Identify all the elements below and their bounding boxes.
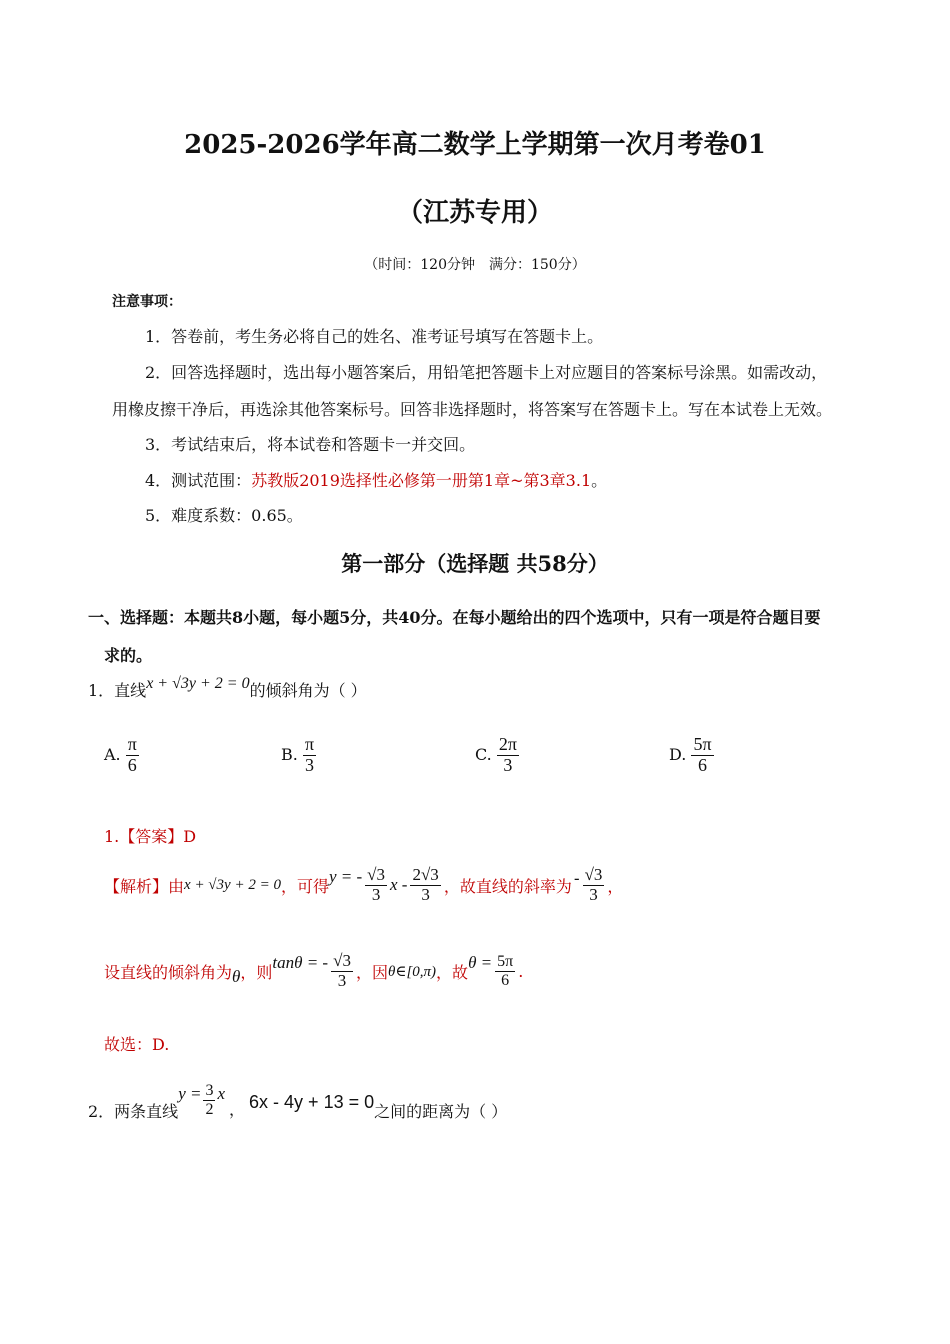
analysis-equation: x + √3y + 2 = 0 xyxy=(184,876,281,893)
page-title: 2025-2026学年高二数学上学期第一次月考卷01 xyxy=(184,130,766,160)
option-a-fraction: $\frac{\pi}{6}$ xyxy=(127,734,137,775)
analysis-y: y = - xyxy=(328,867,363,886)
q1-analysis-line2 xyxy=(104,942,523,1000)
section-instruction-line2: 求的。 xyxy=(104,646,153,665)
analysis-b-text4: ，故 xyxy=(436,962,469,982)
analysis-text-kede: ，可得 xyxy=(280,876,329,896)
analysis-b-text2: ，则 xyxy=(240,962,273,982)
analysis-text-you: 由 xyxy=(168,876,185,896)
q2-number: 2．两条直线 xyxy=(88,1101,179,1121)
analysis-b-eq: θ = xyxy=(468,953,493,972)
test-range: 苏教版2019选择性必修第一册第1章~第3章3.1 xyxy=(251,471,592,490)
q1-tail: 的倾斜角为（ ） xyxy=(249,681,367,700)
analysis-b-dot: . xyxy=(518,961,524,981)
option-b-label: B. xyxy=(281,744,298,764)
q2-eq2: 6x - 4y + 13 = 0 xyxy=(249,1091,375,1112)
analysis-slope-text: ，故直线的斜率为 xyxy=(443,876,572,896)
q2-eq1-x: x xyxy=(217,1084,226,1103)
analysis-frac-1: $\frac{√3}{3}$ xyxy=(367,864,385,904)
part1-heading: 第一部分（选择题 共58分） xyxy=(341,551,609,576)
q1-option-b[interactable] xyxy=(281,735,316,776)
exam-meta: （时间：120分钟 满分：150分） xyxy=(364,257,586,273)
q1-option-c[interactable] xyxy=(475,735,519,776)
page-subtitle: （江苏专用） xyxy=(396,198,553,228)
q2-tail: 之间的距离为（ ） xyxy=(374,1101,508,1121)
analysis-b-range: θ∈[0,π) xyxy=(387,963,437,980)
analysis-b-frac: $\frac{√3}{3}$ xyxy=(333,950,351,990)
note-item-4-prefix: 4．测试范围： xyxy=(145,471,252,490)
analysis-b-theta: θ xyxy=(232,967,241,986)
question-2-stem xyxy=(88,1074,507,1126)
analysis-minus: - xyxy=(573,869,580,889)
q1-number: 1．直线 xyxy=(88,681,147,700)
analysis-frac-2: $\frac{2√3}{3}$ xyxy=(412,864,439,904)
q1-option-a[interactable] xyxy=(104,735,139,776)
section-instruction-line1: 一、选择题：本题共8小题，每小题5分，共40分。在每小题给出的四个选项中，只有一项是符合题目要 xyxy=(88,608,821,627)
analysis-b-text1: 设直线的倾斜角为 xyxy=(104,962,233,982)
notes-heading: 注意事项： xyxy=(112,294,182,310)
analysis-x: x - xyxy=(390,875,408,894)
note-item-5: 5．难度系数：0.65。 xyxy=(145,506,303,525)
analysis-comma: ， xyxy=(607,876,624,896)
q2-eq1-lhs: y = xyxy=(178,1084,202,1103)
option-a-label: A. xyxy=(104,744,121,764)
analysis-b-tan: tanθ = - xyxy=(272,953,329,972)
note-item-1: 1．答卷前，考生务必将自己的姓名、准考证号填写在答题卡上。 xyxy=(145,327,604,346)
note-item-3: 3．考试结束后，将本试卷和答题卡一并交回。 xyxy=(145,435,476,454)
analysis-frac-3: $\frac{√3}{3}$ xyxy=(584,864,603,904)
option-b-fraction: $\frac{\pi}{3}$ xyxy=(304,734,315,775)
option-d-fraction: $\frac{5\pi}{6}$ xyxy=(693,734,712,775)
q2-separator: ， xyxy=(229,1099,246,1119)
q1-answer: 1.【答案】D xyxy=(104,827,197,846)
q2-eq1-frac: $\frac{3}{2}$ xyxy=(205,1081,214,1118)
analysis-label: 【解析】 xyxy=(104,876,169,896)
analysis-b-text3: ，因 xyxy=(355,962,388,982)
question-1-stem xyxy=(88,675,367,701)
note-item-2a: 2．回答选择题时，选出每小题答案后，用铅笔把答题卡上对应题目的答案标号涂黑。如需改动， xyxy=(145,363,828,382)
note-item-4 xyxy=(145,468,607,491)
option-d-label: D. xyxy=(669,744,687,764)
note-item-2b: 用橡皮擦干净后，再选涂其他答案标号。回答非选择题时，将答案写在答题卡上。写在本试卷上无效。 xyxy=(112,400,833,419)
analysis-b-result-frac: $\frac{5\pi}{6}$ xyxy=(497,952,514,989)
q1-equation: x + √3y + 2 = 0 xyxy=(146,675,250,692)
option-c-fraction: $\frac{2\pi}{3}$ xyxy=(498,734,517,775)
q1-conclusion: 故选：D. xyxy=(104,1035,170,1054)
q1-option-d[interactable] xyxy=(669,735,714,776)
note-item-4-suffix: 。 xyxy=(591,471,608,490)
q1-analysis-line1 xyxy=(104,856,623,914)
option-c-label: C. xyxy=(475,744,492,764)
